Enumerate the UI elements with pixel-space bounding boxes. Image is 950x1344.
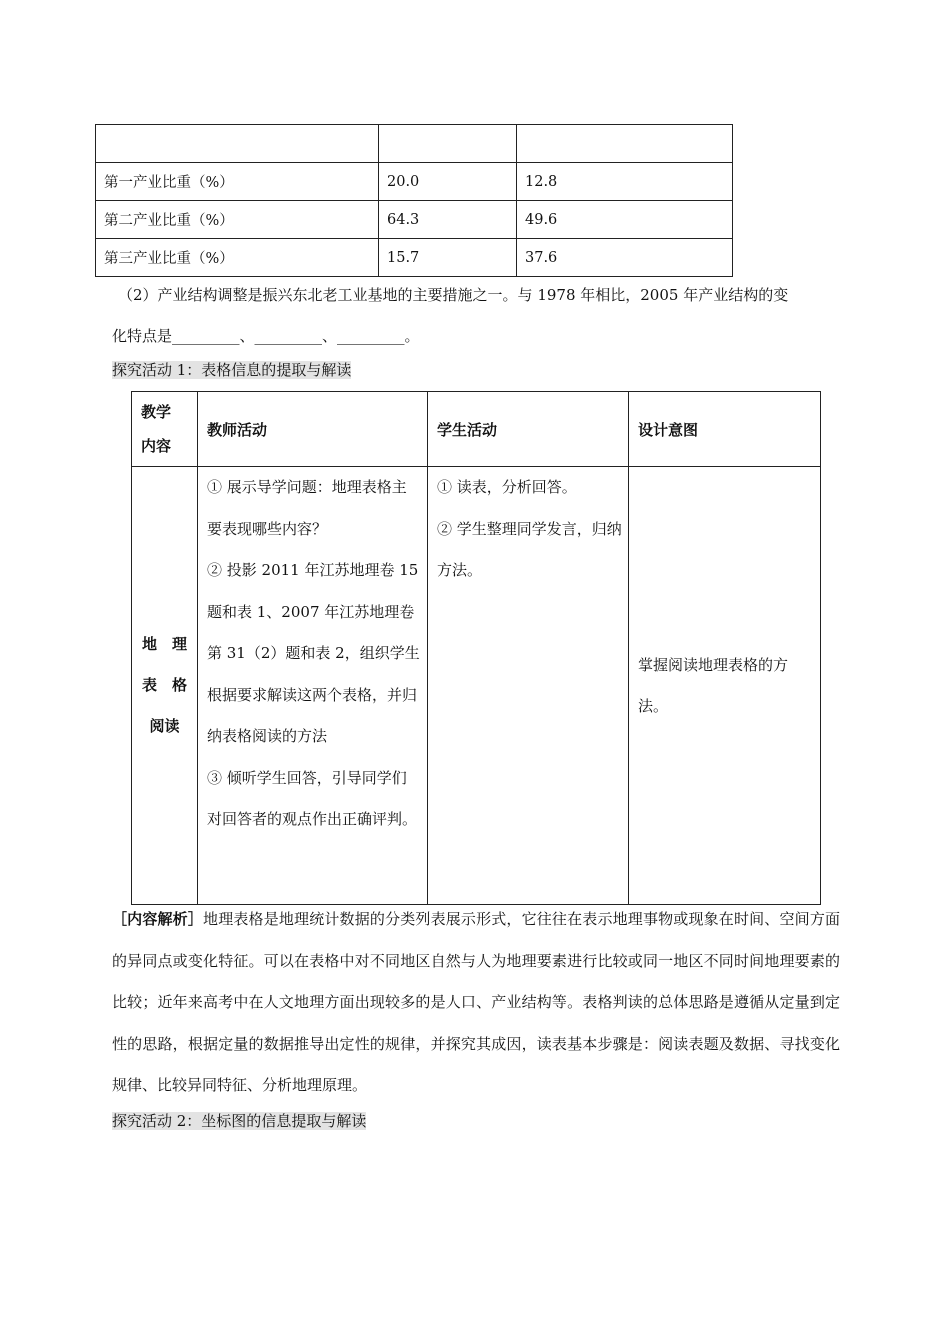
teacher-step-1: ① 展示导学问题：地理表格主要表现哪些内容？	[207, 478, 407, 538]
header-content-line-2: 内容	[141, 437, 172, 455]
content-analysis-paragraph	[112, 899, 840, 1107]
table-row	[96, 163, 733, 201]
content-line-2: 表 格	[141, 676, 187, 694]
row-value-1978: 15.7	[379, 239, 517, 277]
activity-body-row	[132, 467, 821, 905]
header-content-line-1: 教学	[141, 403, 172, 421]
teacher-step-2: ② 投影 2011 年江苏地理卷 15 题和表 1、2007 年江苏地理卷第 31（2）题和表 2，组织学生根据要求解读这两个表格，并归纳表格阅读的方法	[207, 561, 420, 745]
teacher-step-3: ③ 倾听学生回答，引导同学们对回答者的观点作出正确评判。	[207, 768, 418, 828]
row-label: 第三产业比重（%）	[96, 239, 379, 277]
activity2-title: 探究活动 2：坐标图的信息提取与解读	[112, 1112, 367, 1130]
question-line-2: 化特点是_________、_________、_________。	[112, 327, 420, 345]
row-teaching-content	[132, 467, 198, 905]
header-teacher-activity: 教师活动	[198, 392, 428, 467]
student-activity-cell	[428, 467, 629, 905]
teacher-activity-cell	[198, 467, 428, 905]
table-row	[96, 201, 733, 239]
row-value-1978: 64.3	[379, 201, 517, 239]
row-value-2005: 12.8	[517, 163, 733, 201]
activity-table	[131, 391, 821, 905]
activity-header-row	[132, 392, 821, 467]
activity1-title: 探究活动 1：表格信息的提取与解读	[112, 361, 352, 379]
header-cell-2005	[517, 125, 733, 163]
header-cell-label	[96, 125, 379, 163]
analysis-label: ［内容解析］	[112, 910, 204, 928]
header-student-activity: 学生活动	[428, 392, 629, 467]
question-line-1: （2）产业结构调整是振兴东北老工业基地的主要措施之一。与 1978 年相比，2005 年产业结构的变	[118, 286, 789, 304]
design-intent-cell: 掌握阅读地理表格的方法。	[629, 467, 821, 905]
row-label: 第一产业比重（%）	[96, 163, 379, 201]
table-row	[96, 239, 733, 277]
activity2-heading	[112, 1110, 366, 1131]
student-step-1: ① 读表，分析回答。	[437, 478, 577, 496]
header-cell-1978	[379, 125, 517, 163]
row-value-2005: 49.6	[517, 201, 733, 239]
industry-structure-table	[95, 124, 733, 277]
row-value-2005: 37.6	[517, 239, 733, 277]
table-header-row	[96, 125, 733, 163]
row-label: 第二产业比重（%）	[96, 201, 379, 239]
content-line-3: 阅读	[149, 717, 180, 735]
row-value-1978: 20.0	[379, 163, 517, 201]
activity1-heading	[112, 359, 351, 380]
content-line-1: 地 理	[141, 635, 187, 653]
header-teaching-content	[132, 392, 198, 467]
analysis-text: 地理表格是地理统计数据的分类列表展示形式，它往往在表示地理事物或现象在时间、空间方面的异同点或变化特征。可以在表格中对不同地区自然与人为地理要素进行比较或同一地区不同时间地理要素的比较；近年来高考中在人文地理方面出现较多的是人口、产业结构等。表格判读的总体思路是遵循从定量到定性的思路，根据定量的数据推导出定性的规律，并探究其成因，读表基本步骤是：阅读表题及数据、寻找变化规律、比较异同特征、分析地理原理。	[112, 910, 840, 1094]
header-design-intent: 设计意图	[629, 392, 821, 467]
student-step-2: ② 学生整理同学发言，归纳方法。	[437, 519, 622, 579]
